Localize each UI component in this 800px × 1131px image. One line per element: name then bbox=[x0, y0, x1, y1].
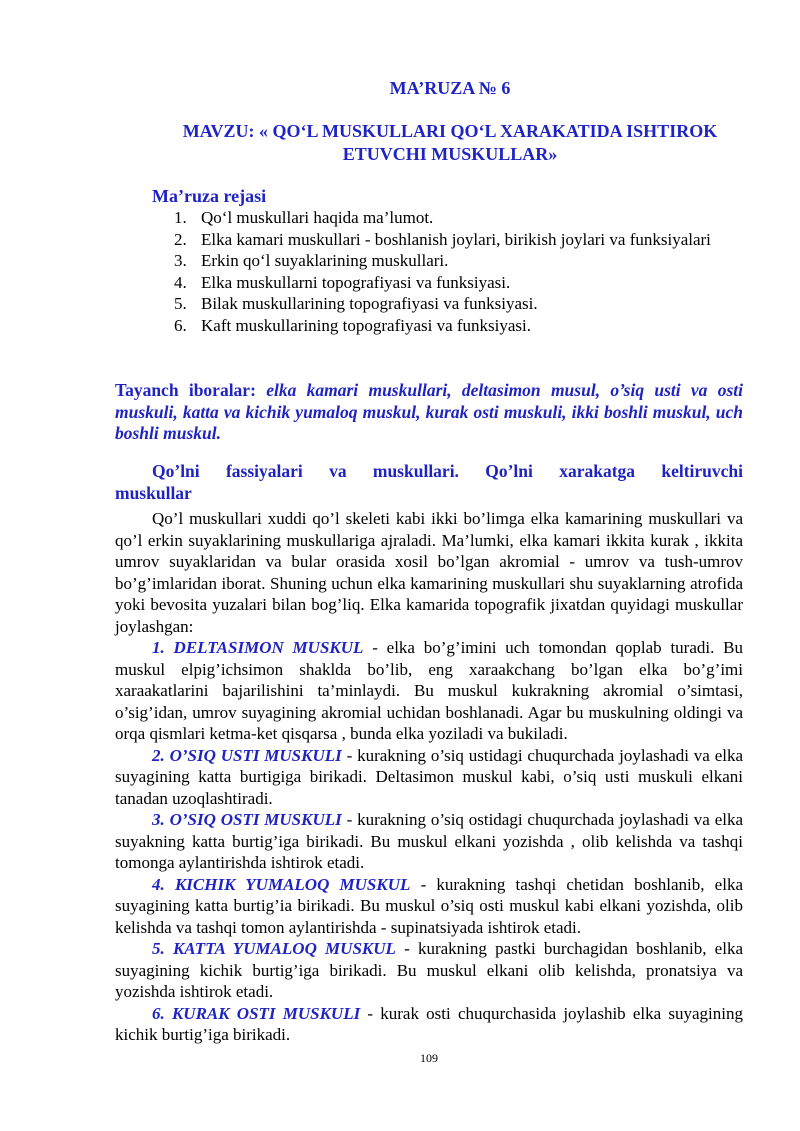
section-heading-line2: muskullar bbox=[115, 482, 192, 503]
plan-item-text: Elka kamari muskullari - boshlanish joylari, birikish joylari va funksiyalari bbox=[201, 229, 711, 249]
page-number: 109 bbox=[420, 1051, 438, 1065]
plan-heading: Ma’ruza rejasi bbox=[152, 186, 267, 206]
muscle-paragraph bbox=[115, 938, 743, 1003]
section-heading bbox=[115, 461, 743, 504]
plan-item-text: Kaft muskullarining topografiyasi va funksiyasi. bbox=[201, 315, 532, 335]
muscle-description: - kurakning tashqi chetidan boshlanib, elka suyagining katta burtig’ia birikadi. Bu muskul o’siq osti muskul kabi elkani yozishda, olib kelishda va tashqi tomon aylantirishda - supinatsiyada ishtirok etadi. bbox=[115, 874, 743, 937]
plan-item bbox=[174, 250, 744, 272]
muscle-term: 4. KICHIK YUMALOQ MUSKUL bbox=[152, 874, 411, 894]
body-text bbox=[115, 508, 743, 1046]
topic-heading: MAVZU: « QO‘L MUSKULLARI QO‘L XARAKATIDA ISHTIROK ETUVCHI MUSKULLAR» bbox=[182, 121, 718, 164]
plan-item-text: Bilak muskullarining topografiyasi va funksiyasi. bbox=[201, 294, 538, 313]
plan-item-number: 4. bbox=[174, 272, 187, 292]
muscle-description: - kurak osti chuqurchasida joylashib elka suyagining kichik burtig’iga birikadi. bbox=[115, 1003, 743, 1044]
muscle-paragraph bbox=[115, 1003, 743, 1046]
section-heading-line1: Qo’lni fassiyalari va muskullari. Qo’lni xarakatga keltiruvchi bbox=[152, 461, 743, 481]
plan-item-text: Qo‘l muskullari haqida ma’lumot. bbox=[201, 208, 434, 227]
plan-item bbox=[174, 272, 744, 294]
plan-item-text: Elka muskullarni topografiyasi va funksiyasi. bbox=[201, 272, 511, 292]
muscle-description: - kurakning pastki burchagidan boshlanib, elka suyagining kichik burtig’iga birikadi. Bu muskul elkani olib kelishda, pronatsiya va yozishda ishtirok etadi. bbox=[115, 939, 743, 1001]
muscle-description: - kurakning o’siq ustidagi chuqurchada joylashadi va elka suyagining katta burtigiga birikadi. Deltasimon muskul kabi, o’siq usti muskuli elkani tanadan uzoqlashtiradi. bbox=[115, 745, 744, 808]
plan-list bbox=[174, 207, 744, 336]
plan-item bbox=[174, 207, 744, 229]
intro-paragraph: Qo’l muskullari xuddi qo’l skeleti kabi ikki bo’limga elka kamarining muskullari va qo’l erkin suyaklarining muskullariga ajraladi. Ma’lumki, elka kamari ikkita kurak , ikkita umrov suyaklaridan va bular orasida xosil bo’lgan akromial - umrov va tush-umrov bo’g’imlaridan iborat. Shuning uchun elka kamarining muskullari shu suyaklarning atrofida yoki bevosita yuzalari bilan bog’liq. Elka kamarida topografik jixatdan quyidagi muskullar joylashgan: bbox=[115, 509, 743, 636]
plan-item bbox=[174, 315, 744, 337]
plan-item-number: 3. bbox=[174, 251, 187, 270]
muscle-paragraph bbox=[115, 637, 743, 745]
keywords-text: elka kamari muskullari, deltasimon musul, o’siq usti va osti muskuli, katta va kichik yumaloq muskul, kurak osti muskuli, ikki boshli muskul, uch boshli muskul. bbox=[115, 380, 743, 443]
muscle-paragraph bbox=[115, 874, 743, 939]
plan-item-number: 1. bbox=[174, 208, 187, 227]
muscle-term: 6. KURAK OSTI MUSKULI bbox=[152, 1003, 361, 1023]
muscle-term: 5. KATTA YUMALOQ MUSKUL bbox=[152, 939, 396, 958]
plan-item-number: 6. bbox=[174, 315, 187, 335]
keywords-block bbox=[115, 380, 743, 445]
plan-item bbox=[174, 229, 744, 251]
muscle-description: - kurakning o’siq ostidagi chuqurchada joylashadi va elka suyakning katta burtig’iga birikadi. Bu muskul elkani yozishda , olib kelishda va tashqi tomonga aylantirishda ishtirok etadi. bbox=[115, 810, 744, 872]
muscle-term: 1. DELTASIMON MUSKUL bbox=[152, 638, 364, 657]
plan-item-number: 5. bbox=[174, 294, 187, 313]
muscle-description: - elka bo’g’imini uch tomondan qoplab turadi. Bu muskul elpig’ichsimon shaklda bo’lib, eng xaraakchang bo’lgan elka bo’g’imi xaraakatlarini bajarilishini ta’minlaydi. Bu muskul kukrakning akromial o’simtasi, o’sig’idan, umrov suyagining akromial uchidan boshlanadi. Agar bu muskulning oldingi va orqa qismlari ketma-ket qisqarsa , bunda elka yoziladi va bukiladi. bbox=[115, 638, 743, 743]
plan-item bbox=[174, 293, 744, 315]
muscle-term: 3. O’SIQ OSTI MUSKULI bbox=[152, 810, 342, 829]
keywords-label: Tayanch iboralar: bbox=[115, 380, 256, 400]
plan-item-text: Erkin qo‘l suyaklarining muskullari. bbox=[201, 251, 449, 270]
lecture-title: MA’RUZA № 6 bbox=[389, 78, 511, 98]
muscle-term: 2. O’SIQ USTI MUSKULI bbox=[152, 745, 342, 765]
muscle-paragraph bbox=[115, 745, 743, 810]
plan-item-number: 2. bbox=[174, 229, 187, 249]
muscle-paragraph bbox=[115, 809, 743, 874]
